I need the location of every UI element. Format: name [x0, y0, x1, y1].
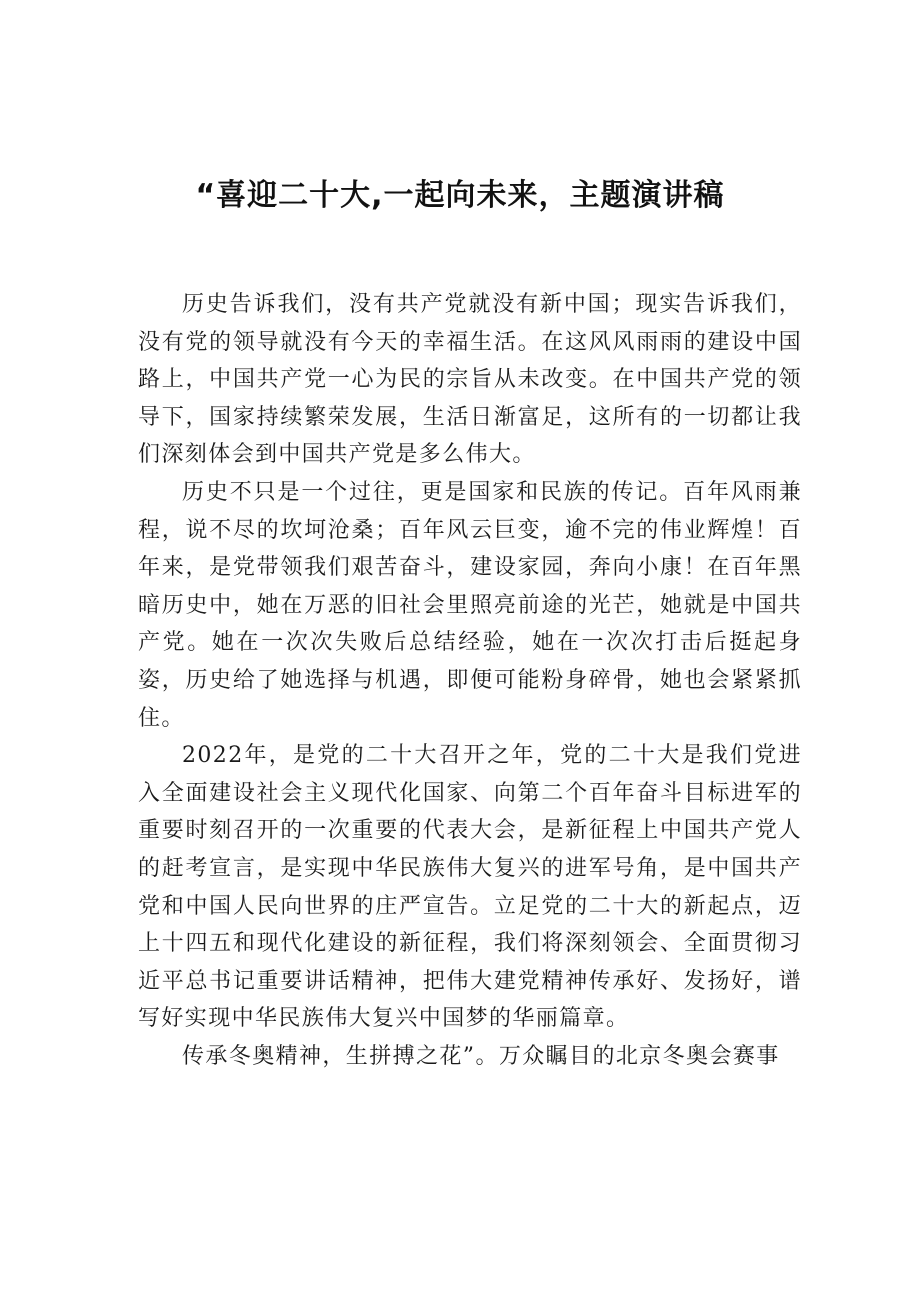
- paragraph: 历史不只是一个过往，更是国家和民族的传记。百年风雨兼程，说不尽的坎坷沧桑；百年风云巨变，逾不完的伟业辉煌！百年来，是党带领我们艰苦奋斗，建设家园，奔向小康！在百年黑暗历史中，她在万恶的旧社会里照亮前途的光芒，她就是中国共产党。她在一次次失败后总结经验，她在一次次打击后挺起身姿，历史给了她选择与机遇，即便可能粉身碎骨，她也会紧紧抓住。: [138, 479, 802, 731]
- document-title: “喜迎二十大,一起向未来，主题演讲稿: [195, 178, 725, 213]
- paragraph: 历史告诉我们，没有共产党就没有新中国；现实告诉我们，没有党的领导就没有今天的幸福生活。在这风风雨雨的建设中国路上，中国共产党一心为民的宗旨从未改变。在中国共产党的领导下，国家持续繁荣发展，生活日渐富足，这所有的一切都让我们深刻体会到中国共产党是多么伟大。: [138, 292, 802, 468]
- paragraph: 2022年，是党的二十大召开之年，党的二十大是我们党进入全面建设社会主义现代化国家、向第二个百年奋斗目标进军的重要时刻召开的一次重要的代表大会，是新征程上中国共产党人的赶考宣言，是实现中华民族伟大复兴的进军号角，是中国共产党和中国人民向世界的庄严宣告。立足党的二十大的新起点，迈上十四五和现代化建设的新征程，我们将深刻领会、全面贯彻习近平总书记重要讲话精神，把伟大建党精神传承好、发扬好，谱写好实现中华民族伟大复兴中国梦的华丽篇章。: [138, 743, 802, 1032]
- paragraph: 传承冬奥精神，生拼搏之花”。万众瞩目的北京冬奥会赛事: [182, 1043, 780, 1069]
- document-body: [138, 286, 802, 1075]
